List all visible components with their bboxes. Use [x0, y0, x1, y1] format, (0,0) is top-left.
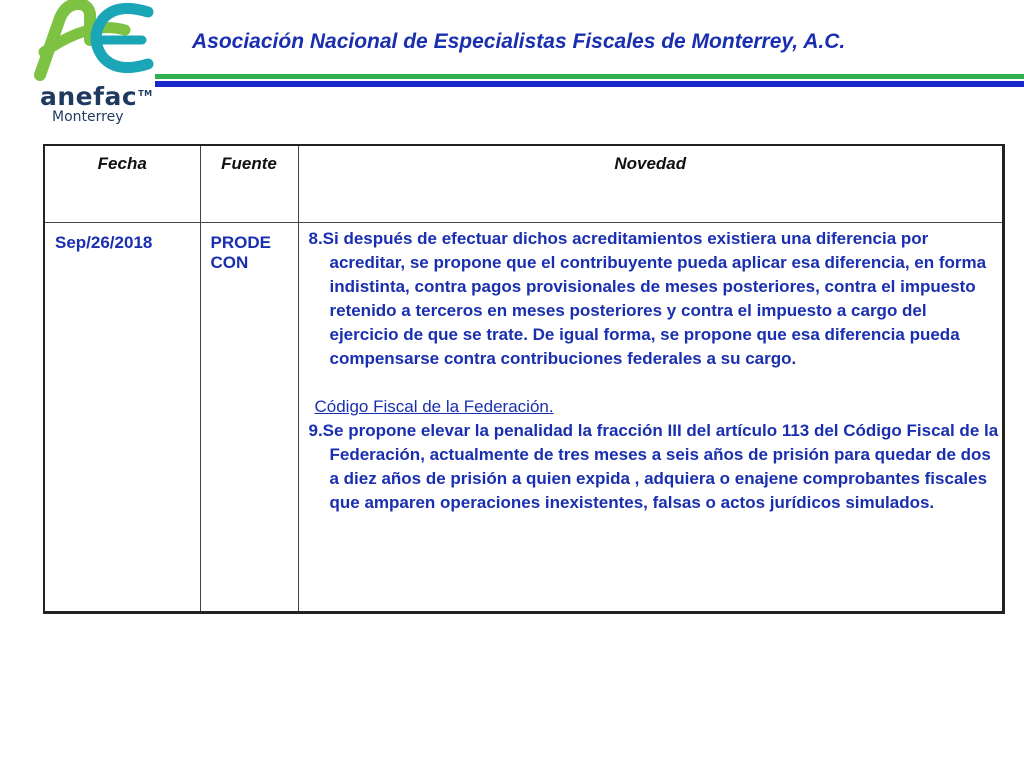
column-header-fecha: Fecha: [44, 145, 200, 223]
cell-fecha: Sep/26/2018: [44, 223, 200, 613]
novedad-item-9: 9.Se propone elevar la penalidad la fracción III del artículo 113 del Código Fiscal de la Federación, actualmente de tres meses a seis años de prisión para quedar de dos a diez años de prisión a quien expida , adquiera o enajene comprobantes fiscales que amparen operaciones inexistentes, falsas o actos jurídicos simulados.: [308, 421, 999, 512]
novedad-item-8: 8.Si después de efectuar dichos acreditamientos existiera una diferencia por acreditar, se propone que el contribuyente pueda aplicar esa diferencia, en forma indistinta, contra pagos provisionales de meses posteriores, contra el impuesto retenido a terceros en meses posteriores y contra el impuesto a cargo del ejercicio de que se trate. De igual forma, se propone que esa diferencia pueda compensarse contra contribuciones federales a su cargo.: [308, 229, 987, 368]
section-heading: Código Fiscal de la Federación.: [314, 397, 554, 416]
logo-city-text: Monterrey: [52, 109, 124, 125]
novedades-table: [43, 144, 1005, 614]
column-header-novedad: Novedad: [298, 145, 1004, 223]
column-header-fuente: Fuente: [200, 145, 298, 223]
cell-fuente: PRODE CON: [200, 223, 298, 613]
logo-brand-text: anefac™: [40, 82, 153, 111]
table-header-row: [44, 145, 1004, 223]
header-rule-green: [155, 74, 1024, 79]
header-rule-blue: [155, 81, 1024, 87]
page-title: Asociación Nacional de Especialistas Fiscales de Monterrey, A.C.: [192, 30, 846, 53]
anefac-logo-mark: [30, 0, 160, 82]
cell-novedad: [298, 223, 1004, 613]
table-row: [44, 223, 1004, 613]
